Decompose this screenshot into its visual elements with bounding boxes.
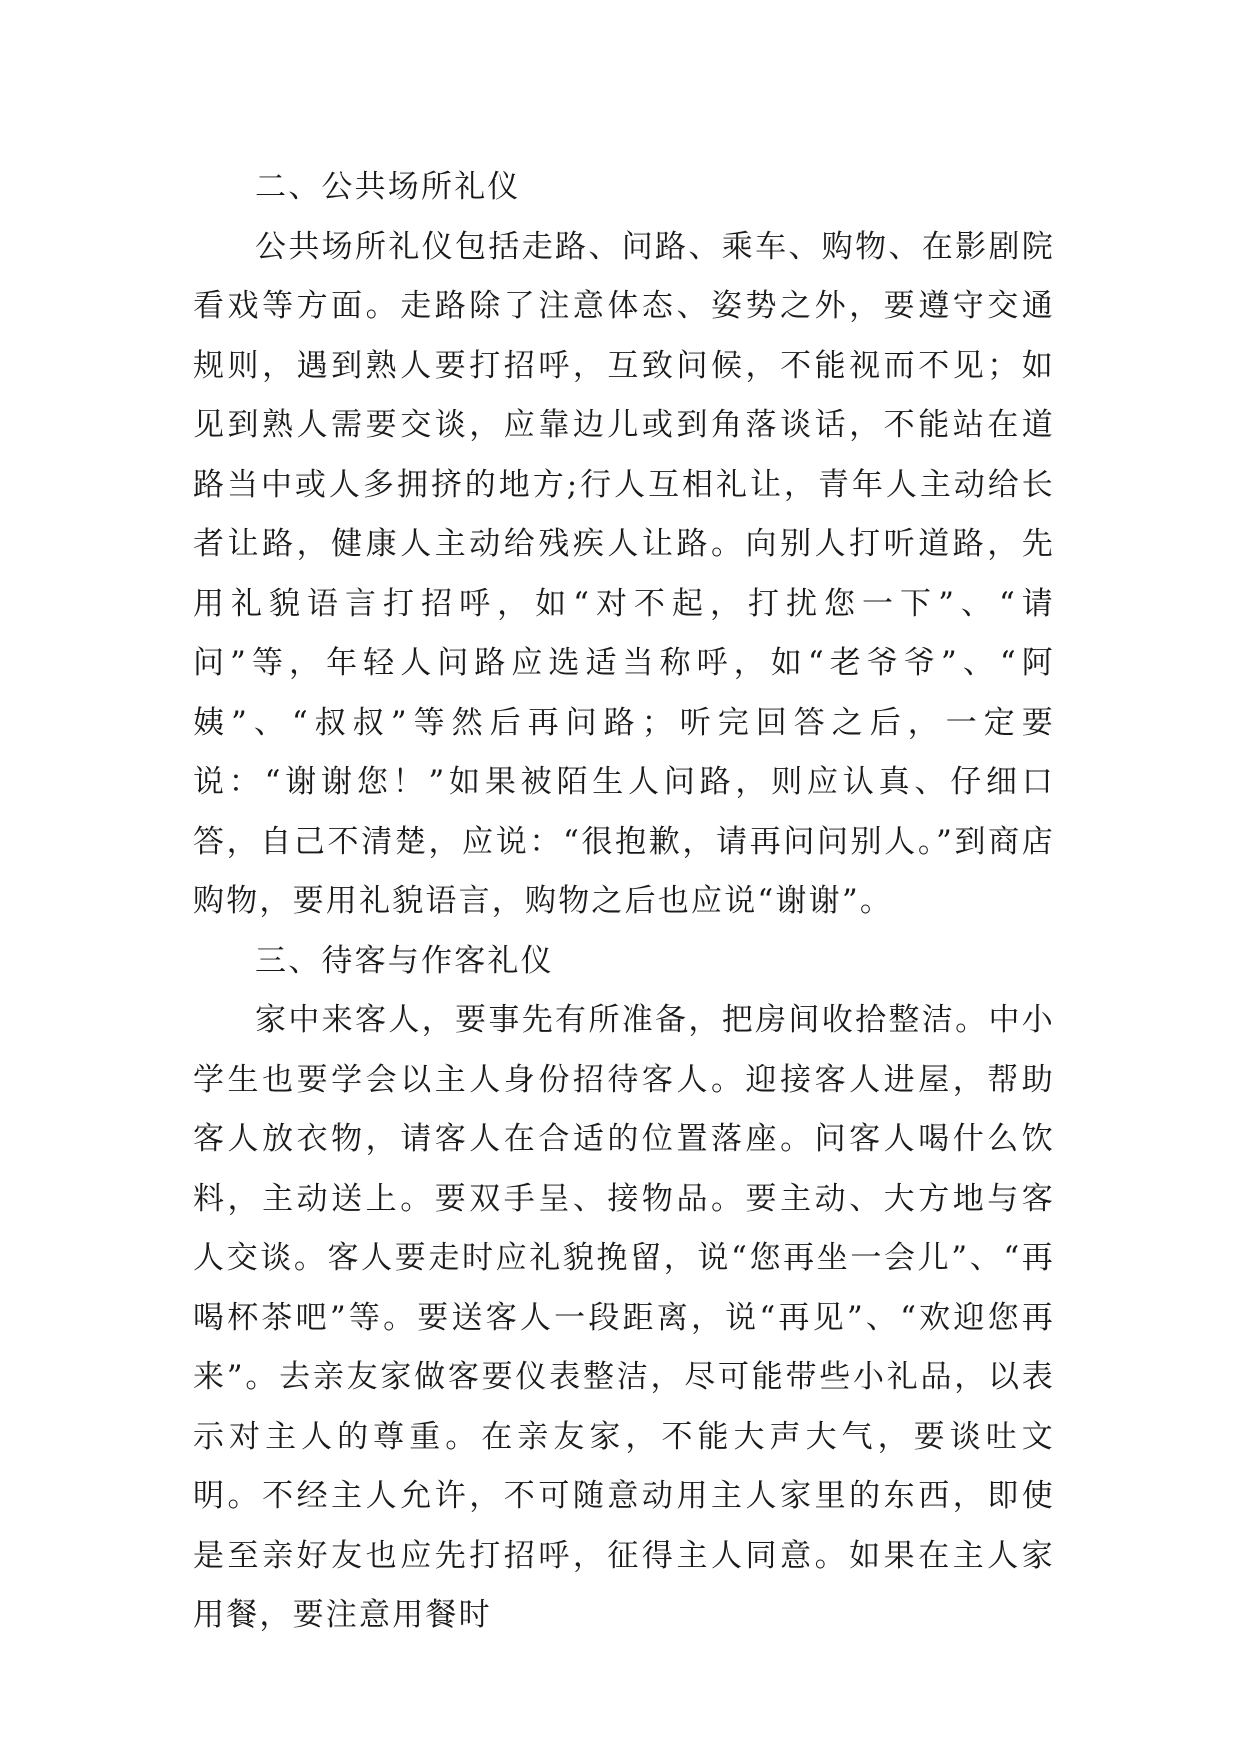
section-heading-host-guest-etiquette: 三、待客与作客礼仪: [255, 942, 554, 979]
section-heading-public-etiquette: 二、公共场所礼仪: [255, 169, 521, 205]
section-paragraph-host-guest-etiquette: 家中来客人，要事先有所准备，把房间收拾整洁。中小学生也要学会以主人身份招待客人。迎接客人进屋，帮助客人放衣物，请客人在合适的位置落座。问客人喝什么饮料，主动送上。要双手呈、接物品。要主动、大方地与客人交谈。客人要走时应礼貌挽留，说“您再坐一会儿”、“再喝杯茶吧”等。要送客人一段距离，说“再见”、“欢迎您再来”。去亲友家做客要仪表整洁，尽可能带些小礼品，以表示对主人的尊重。在亲友家，不能大声大气，要谈吐文明。不经主人允许，不可随意动用主人家里的东西，即使是至亲好友也应先打招呼，征得主人同意。如果在主人家用餐，要注意用餐时: [193, 1002, 1055, 1633]
section-paragraph-public-etiquette: 公共场所礼仪包括走路、问路、乘车、购物、在影剧院看戏等方面。走路除了注意体态、姿势之外，要遵守交通规则，遇到熟人要打招呼，互致问候，不能视而不见；如见到熟人需要交谈，应靠边儿或到角落谈话，不能站在道路当中或人多拥挤的地方;行人互相礼让，青年人主动给长者让路，健康人主动给残疾人让路。向别人打听道路，先用礼貌语言打招呼，如“对不起，打扰您一下”、“请问”等，年轻人问路应选适当称呼，如“老爷爷”、“阿姨”、“叔叔”等然后再问路；听完回答之后，一定要说：“谢谢您！”如果被陌生人问路，则应认真、仔细口答，自己不清楚，应说：“很抱歉，请再问问别人。”到商店购物，要用礼貌语言，购物之后也应说“谢谢”。: [193, 228, 1055, 919]
document-body: [193, 158, 1055, 1646]
